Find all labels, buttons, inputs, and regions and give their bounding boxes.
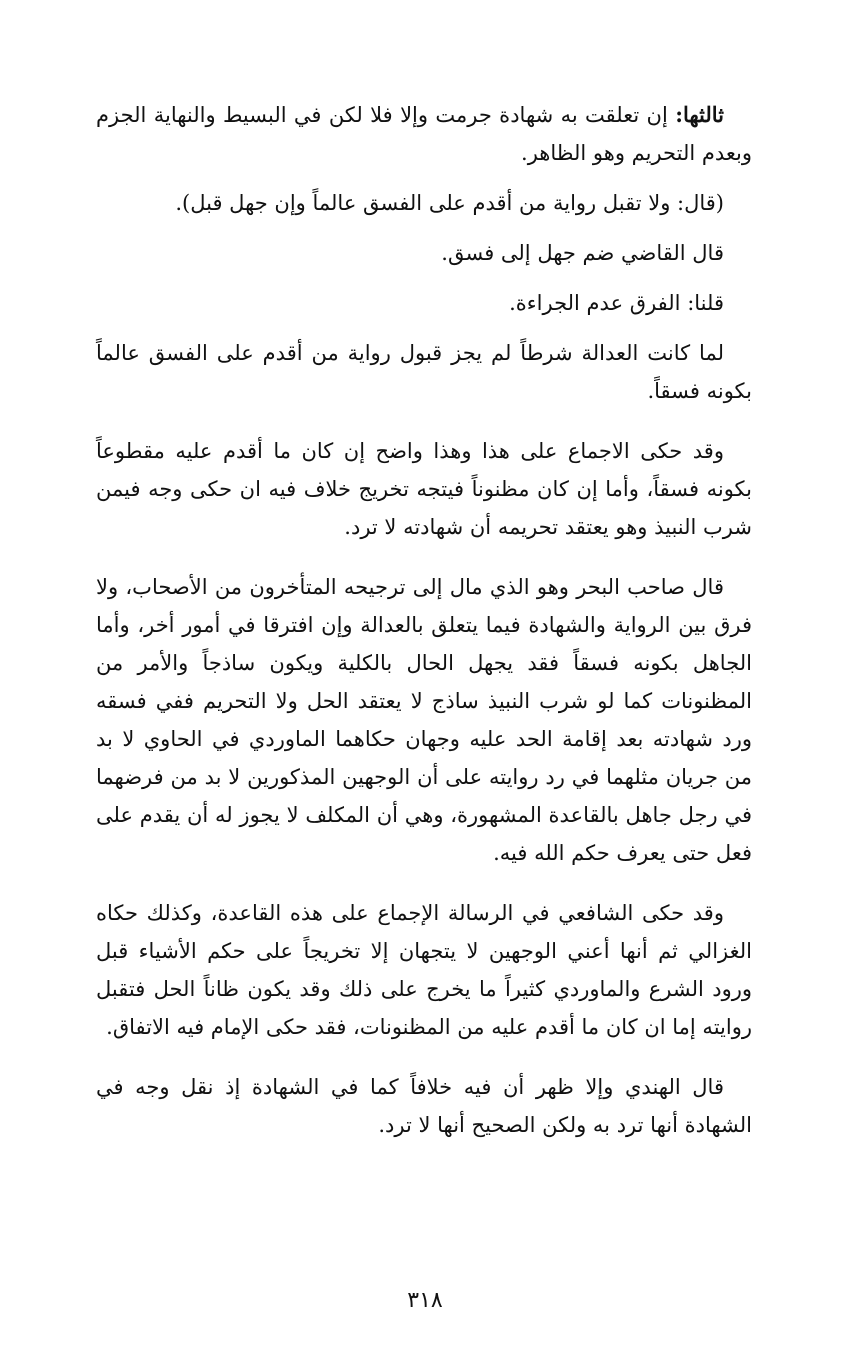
paragraph-adala: لما كانت العدالة شرطاً لم يجز قبول رواية من أقدم على الفسق عالماً بكونه فسقاً. [96,341,752,403]
paragraph-qadi: قال القاضي ضم جهل إلى فسق. [441,241,724,265]
paragraph-text: إن تعلقت به شهادة جرمت وإلا فلا لكن في البسيط والنهاية الجزم وبعدم التحريم وهو الظاهر. [96,103,752,165]
paragraph-shafii: وقد حكى الشافعي في الرسالة الإجماع على هذه القاعدة، وكذلك حكاه الغزالي ثم أنها أعني الوجهين لا يتجهان إلا تخريجاً على حكم الأشياء قبل ورود الشرع والماوردي كثيراً ما يخرج على ذلك وقد يكون ظاناً الحل فتقبل روايته إما ان كان ما أقدم عليه من المظنونات، فقد حكى الإمام فيه الاتفاق. [96,901,752,1039]
page-number: ٣١٨ [407,1288,443,1313]
paragraph-qal-quote: (قال: ولا تقبل رواية من أقدم على الفسق عالماً وإن جهل قبل). [175,191,724,215]
page-body [96,96,752,1144]
paragraph-bahr: قال صاحب البحر وهو الذي مال إلى ترجيحه المتأخرون من الأصحاب، ولا فرق بين الرواية والشهادة فيما يتعلق بالعدالة وإن افترقا في أمور أخر، وأما الجاهل بكونه فسقاً فقد يجهل الحال بالكلية ويكون ساذجاً والأمر من المظنونات كما لو شرب النبيذ ساذج لا يعتقد الحل ولا التحريم ففي فسقه ورد شهادته بعد إقامة الحد عليه وجهان حكاهما الماوردي في الحاوي لا بد من جريان مثلهما في رد روايته على أن الوجهين المذكورين لا بد من فرضهما في رجل جاهل بالقاعدة المشهورة، وهي أن المكلف لا يجوز له أن يقدم على فعل حتى يعرف حكم الله فيه. [96,575,752,865]
paragraph-ijma: وقد حكى الاجماع على هذا وهذا واضح إن كان ما أقدم عليه مقطوعاً بكونه فسقاً، وأما إن كان مظنوناً فيتجه تخريج خلاف فيه ان حكى وجه فيمن شرب النبيذ وهو يعتقد تحريمه أن شهادته لا ترد. [96,439,752,539]
paragraph-thalithuha [96,96,752,172]
paragraph-hindi: قال الهندي وإلا ظهر أن فيه خلافاً كما في الشهادة إذ نقل وجه في الشهادة أنها ترد به ولكن الصحيح أنها لا ترد. [96,1075,752,1137]
paragraph-qulna: قلنا: الفرق عدم الجراءة. [509,291,724,315]
paragraph-lead: ثالثها: [675,102,724,127]
